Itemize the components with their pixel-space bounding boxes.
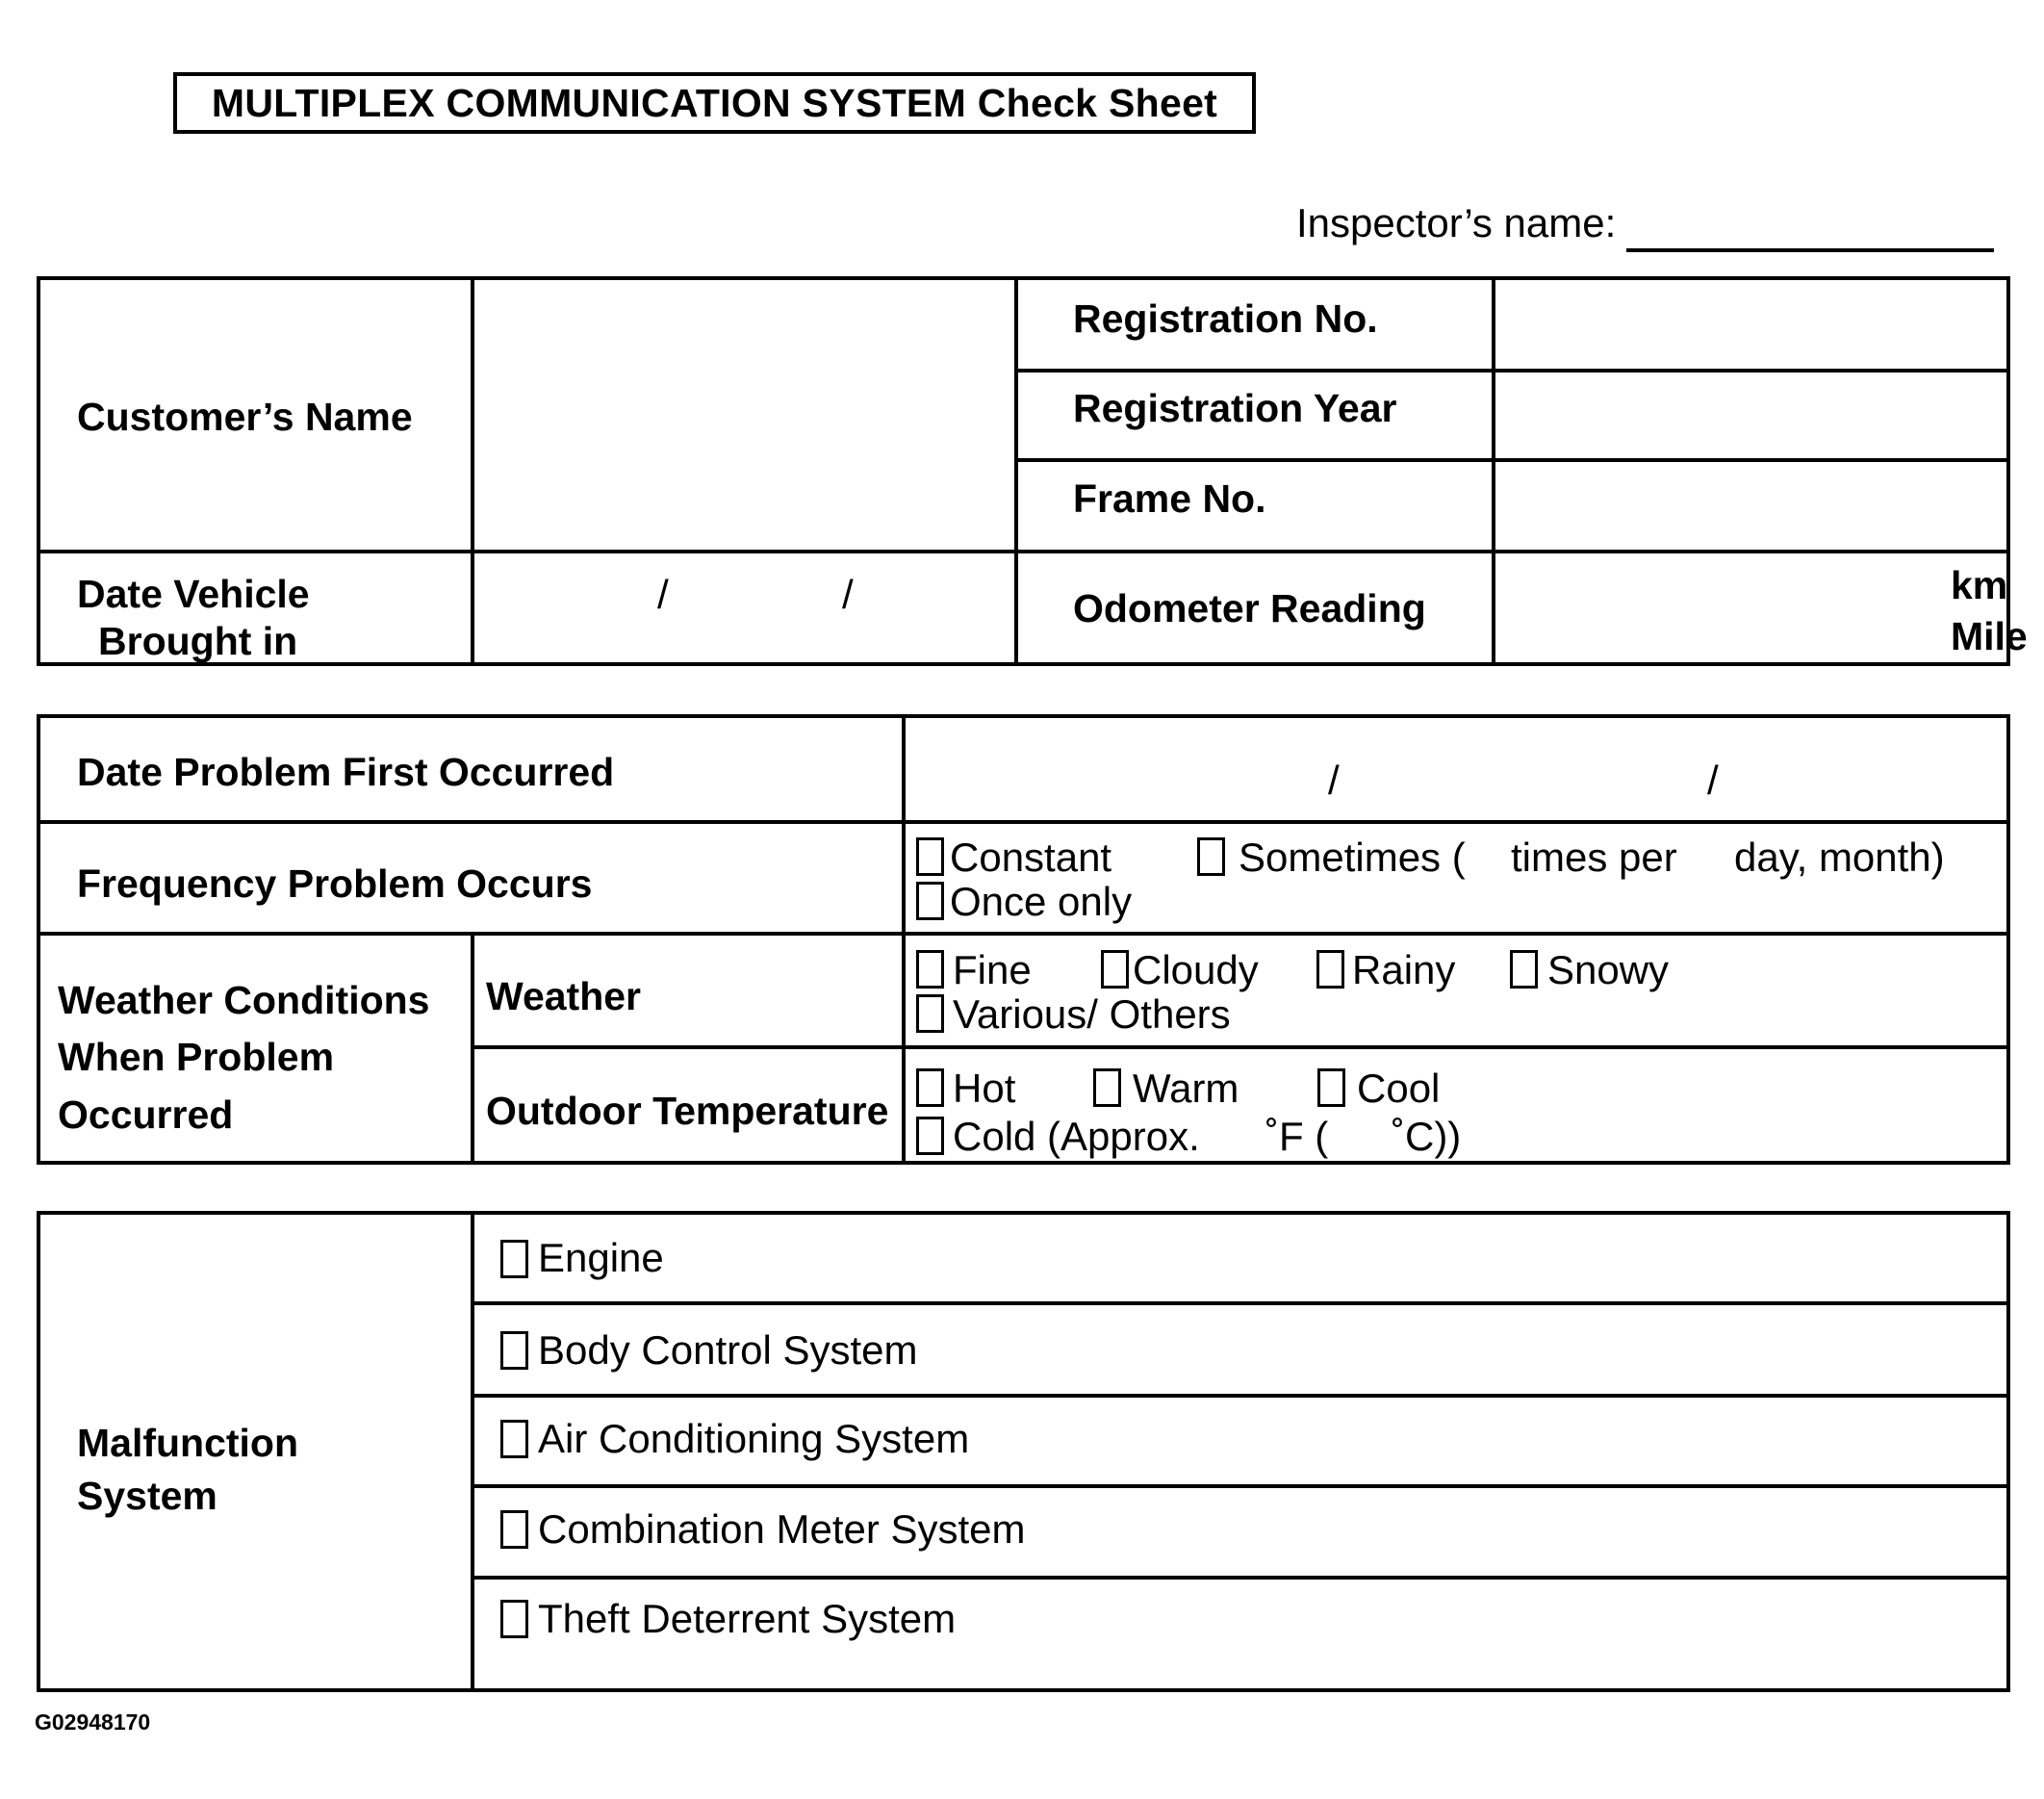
cloudy-checkbox[interactable]	[1101, 950, 1129, 989]
combination-meter-option-label: Combination Meter System	[538, 1506, 1026, 1552]
weather-conditions-label-line2: When Problem	[58, 1035, 335, 1080]
odometer-label: Odometer Reading	[1073, 586, 1426, 630]
frame-no-label: Frame No.	[1073, 476, 1266, 521]
customer-name-label: Customer’s Name	[77, 395, 413, 439]
date-separator: /	[842, 572, 854, 617]
fine-option-label: Fine	[953, 947, 1032, 992]
combination-meter-checkbox[interactable]	[500, 1510, 528, 1549]
odometer-field[interactable]	[1495, 553, 2010, 662]
air-conditioning-checkbox[interactable]	[500, 1420, 528, 1458]
divider	[471, 1215, 474, 1688]
theft-deterrent-option-label: Theft Deterrent System	[538, 1596, 957, 1641]
theft-deterrent-checkbox[interactable]	[500, 1600, 528, 1638]
figure-id: G02948170	[35, 1709, 151, 1735]
warm-option-label: Warm	[1133, 1066, 1239, 1111]
air-conditioning-option-label: Air Conditioning System	[538, 1416, 970, 1461]
once-only-option-label: Once only	[950, 879, 1133, 924]
date-separator: /	[1707, 758, 1719, 803]
cold-option-label: Cold (Approx.	[953, 1114, 1200, 1159]
snowy-option-label: Snowy	[1547, 947, 1670, 992]
fahrenheit-label: ˚F (	[1265, 1114, 1329, 1159]
engine-option-label: Engine	[538, 1235, 664, 1280]
sometimes-option-label: Sometimes (	[1239, 835, 1466, 880]
unit-mile: Mile	[1951, 614, 2028, 658]
date-brought-label-line2: Brought in	[98, 619, 298, 664]
registration-year-field[interactable]	[1495, 373, 2010, 458]
fine-checkbox[interactable]	[916, 950, 944, 989]
hot-checkbox[interactable]	[916, 1068, 944, 1107]
sheet-title: MULTIPLEX COMMUNICATION SYSTEM Check Sheet	[173, 72, 1256, 134]
inspector-name-label: Inspector’s name:	[1296, 200, 1617, 245]
weather-conditions-label-line3: Occurred	[58, 1092, 234, 1137]
inspector-name-field[interactable]	[1626, 248, 1994, 252]
malfunction-system-label	[77, 1417, 298, 1524]
vehicle-info-table	[37, 276, 2028, 666]
divider	[40, 820, 2010, 824]
celsius-label: ˚C))	[1392, 1114, 1462, 1159]
day-month-label: day, month)	[1734, 835, 1945, 880]
date-first-occurred-label: Date Problem First Occurred	[77, 750, 615, 794]
outdoor-temperature-label: Outdoor Temperature	[486, 1089, 889, 1133]
constant-option-label: Constant	[950, 835, 1112, 880]
divider	[471, 1484, 2010, 1488]
divider	[471, 1394, 2010, 1398]
date-brought-field[interactable]	[474, 553, 1014, 662]
weather-conditions-label-line1: Weather Conditions	[58, 978, 430, 1022]
sometimes-checkbox[interactable]	[1197, 837, 1225, 876]
hot-option-label: Hot	[953, 1066, 1016, 1111]
malfunction-label-line2: System	[77, 1474, 217, 1519]
warm-checkbox[interactable]	[1093, 1068, 1121, 1107]
date-first-occurred-field[interactable]	[906, 718, 2010, 820]
cold-checkbox[interactable]	[916, 1117, 944, 1155]
divider	[40, 932, 2010, 936]
times-per-label: times per	[1511, 835, 1677, 880]
cloudy-option-label: Cloudy	[1133, 947, 1259, 992]
divider	[471, 1045, 2010, 1049]
customer-name-field[interactable]	[474, 280, 1014, 550]
rainy-option-label: Rainy	[1352, 947, 1456, 992]
frame-no-field[interactable]	[1495, 462, 2010, 550]
date-brought-label-line1: Date Vehicle	[77, 572, 310, 616]
malfunction-label-line1: Malfunction	[77, 1421, 299, 1465]
divider	[1014, 280, 1018, 662]
cool-checkbox[interactable]	[1317, 1068, 1345, 1107]
date-separator: /	[1328, 758, 1340, 803]
various-option-label: Various/ Others	[953, 991, 1231, 1037]
body-control-checkbox[interactable]	[500, 1331, 528, 1370]
weather-conditions-label	[58, 972, 429, 1144]
problem-info-table	[37, 714, 2010, 1165]
snowy-checkbox[interactable]	[1510, 950, 1538, 989]
constant-checkbox[interactable]	[916, 837, 944, 876]
various-checkbox[interactable]	[916, 994, 944, 1033]
date-brought-label	[77, 571, 310, 665]
malfunction-system-table	[37, 1211, 2010, 1692]
registration-year-label: Registration Year	[1073, 386, 1397, 430]
registration-no-label: Registration No.	[1073, 296, 1378, 341]
registration-no-field[interactable]	[1495, 280, 2010, 369]
divider	[471, 1576, 2010, 1580]
weather-label: Weather	[486, 974, 642, 1018]
frequency-label: Frequency Problem Occurs	[77, 861, 593, 906]
divider	[471, 1301, 2010, 1305]
cool-option-label: Cool	[1357, 1066, 1441, 1111]
unit-km: km	[1951, 563, 2008, 607]
once-only-checkbox[interactable]	[916, 882, 944, 920]
date-separator: /	[657, 572, 669, 617]
rainy-checkbox[interactable]	[1316, 950, 1344, 989]
engine-checkbox[interactable]	[500, 1240, 528, 1278]
body-control-option-label: Body Control System	[538, 1327, 918, 1373]
